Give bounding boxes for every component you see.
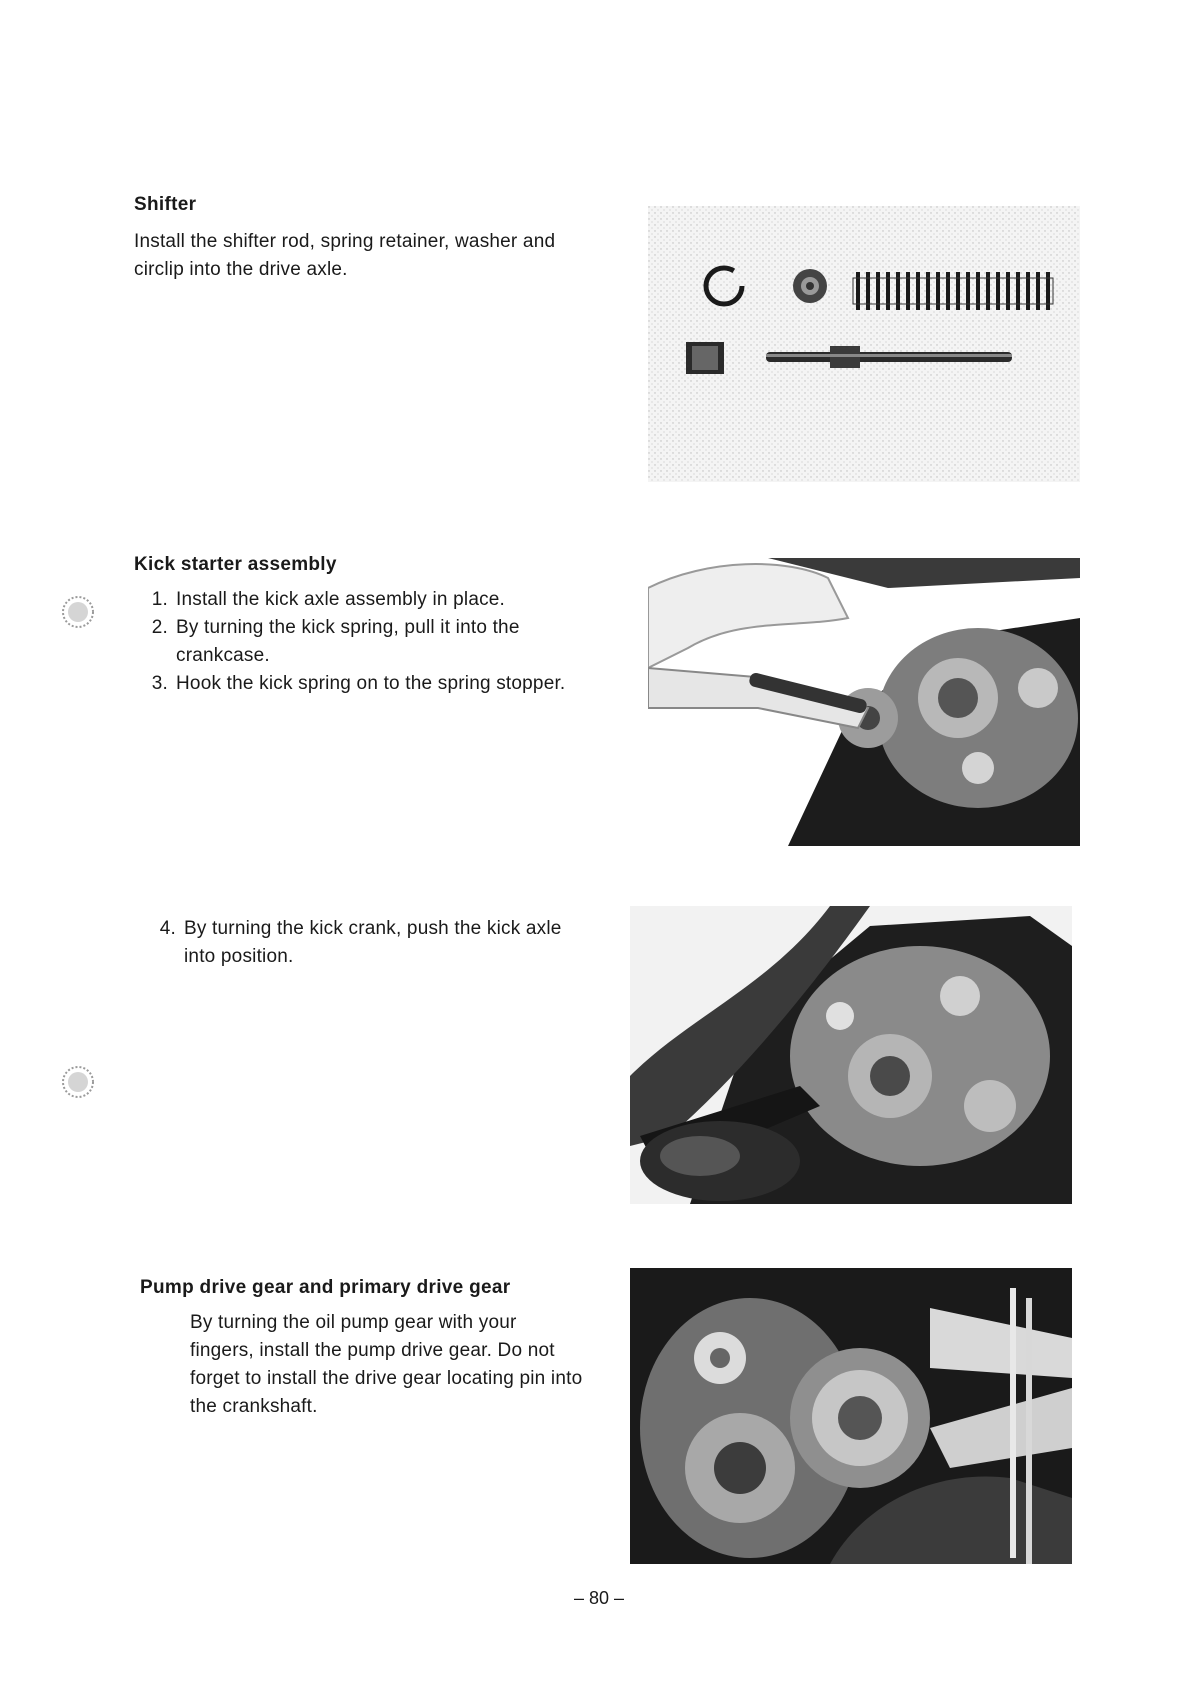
list-item: 3. Hook the kick spring on to the spring stopper. bbox=[151, 673, 566, 694]
list-item: 1. Install the kick axle assembly in place. bbox=[151, 589, 506, 610]
kick-starter-heading-text: Kick starter assembly bbox=[134, 554, 337, 575]
page-number: – 80 – bbox=[573, 1588, 625, 1608]
pump-drive-photo bbox=[630, 1268, 1072, 1564]
kick-starter-step-4 bbox=[150, 915, 586, 971]
binder-hole-bottom bbox=[62, 1066, 94, 1098]
list-item: 4. By turning the kick crank, push the kick axle into position. bbox=[159, 918, 562, 967]
list-item: 2. By turning the kick spring, pull it into the crankcase. bbox=[151, 617, 520, 666]
binder-hole-top bbox=[62, 596, 94, 628]
pump-drive-text: By turning the oil pump gear with your fingers, install the pump drive gear. Do not forget to install the drive gear locating pin into the crankshaft. bbox=[190, 1312, 583, 1417]
kick-starter-heading bbox=[134, 554, 337, 576]
shifter-parts-photo bbox=[648, 206, 1080, 482]
kick-starter-steps bbox=[142, 586, 576, 698]
kick-spring-photo bbox=[648, 558, 1080, 846]
kick-crank-photo bbox=[630, 906, 1072, 1204]
shifter-text: Install the shifter rod, spring retainer, washer and circlip into the drive axle. bbox=[134, 231, 556, 280]
pump-drive-heading: Pump drive gear and primary drive gear bbox=[140, 1277, 511, 1298]
shifter-heading: Shifter bbox=[134, 194, 197, 215]
